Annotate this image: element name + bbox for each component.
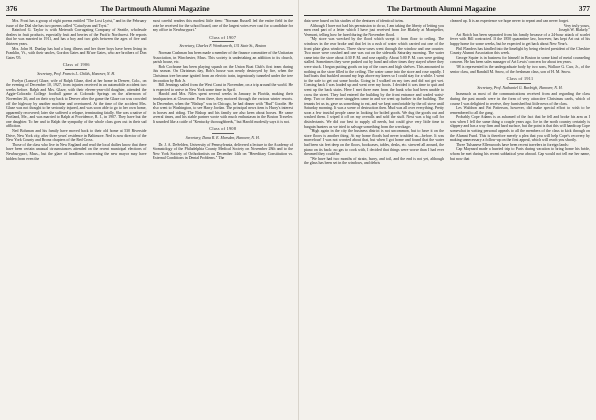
left-columns	[6, 19, 293, 419]
letter-closing: Very truly yours,	[563, 23, 590, 28]
paragraph: Norman Cushman has been made a member of the finance committee of the Unitarian Association, in Winchester, Mass. This society is undertaking an addition to its church, parish house, etc.	[152, 50, 293, 65]
heading-rule	[65, 69, 87, 70]
running-title: The Dartmouth Alumni Magazine	[386, 4, 496, 13]
paragraph: Dr. J. A. DeSelden, University of Pennsylvania, delivered a lecture to the Academy of Stomatology of the Philadelphia County Medical Society on November 28th and to the New York Society of Orthodontists on December 14th on "Hereditary Constitution vs. External Conditions in Dental Problems." The	[152, 142, 293, 161]
right-column-1	[304, 19, 444, 419]
class-secretary: Secretary, Charles F. Wordsworth, 131 State St., Boston	[179, 44, 267, 49]
paragraph: "High again in the city the business district is not uncommon, but to have it on the store floors is another thing. At my home floods had never troubled us—before. It was marvelous! I was not worried about that, but when I got home and found that the water had been six feet deep on the floors, bookcases, tables, desks, etc. strewed all around, the piano on its back: no gas to cook with, I decided that things were worse than I had ever dreamed they could be.	[304, 129, 444, 157]
heading-rule	[212, 133, 234, 134]
paragraph: Inasmuch as most of the communications received from and regarding the class during the past month were in the form of very attractive Christmas cards, which of course I was delighted to receive, they furnished but little news of the class.	[450, 92, 590, 106]
left-column-2	[153, 19, 294, 419]
page-number: 376	[6, 4, 18, 13]
paragraph: data were based on his studies of the dentures of identical twins.	[304, 19, 405, 23]
paragraph: "My store was wrecked by the flood which swept it from floor to ceiling. The windows in the rear broke and that let in a rush of water which carried out one of the front plate glass windows. Three show-cases went through the window and one counter. Two more were crushed and one was out on the sidewalk Saturday morning. The water came into the store about 4:30 P. M. and rose rapidly. About 5:00 P. M. cars were getting stalled. Sometimes they were pushed out by hand and other times they stayed where they were stuck. I began putting goods on top of the cases and high shelves. This amounted to nothing as the store filled to the ceiling. The water came into the store and rose rapidly. I had boats that buckled around my legs above my knees so I could stay for a while. I went to the safe to get out some books. Going in I walked on my toes and did not get wet. Coming back I was loaded up and went over my boots. I decided it was time to quit and went up the back stairs. Here I met three men from the bank who had been unable to cross the street. They had entered the building by the front entrance and waded waist-deep. Two or three more stragglers came in and we went up further in the building. The tenants let us in, gave us something to eat, and we kept comfortable by the oil stove until Saturday morning. It was a scene of destruction then. Mud was all over everything. Pretty soon a few trustful people came in looking for boiled goods. We dug the goods out and washed them. I wiped it off on my overalls and sold the stuff. Next was a big call for disinfectants. We did our best to supply all needs, but could give very little time to bargain hunters as we tried to salvage something from the wreckage.	[304, 37, 444, 129]
paragraph: Phil Flanders has kindled into the limelight by being elected president of the Cheshire County Alumni Association this week.	[450, 46, 590, 56]
paragraph: Bill Jennings sailed from the West Coast in November, on a trip around the world. He is expected to arrive in New York some time in April.	[152, 83, 293, 92]
paragraph: '08 is represented in the undergraduate body by two sons, Wallace G. Carr, Jr., of the senior class, and Randall M. Snow, of the freshman class, son of H. M. Snow.	[450, 64, 590, 74]
page-number: 377	[578, 4, 590, 13]
paragraph: Those of the class who live in New England and read the local dailies know that there have been certain unusual circumstances attended on the recent municipal elections of Newburyport, Mass., but the glare of headlines concerning the new mayor may have hidden from even the	[6, 142, 147, 161]
heading-rule	[509, 83, 531, 84]
paragraph: Bob Cochrane has been playing squash on the Union Boat Club's first team during this season. On Christmas day, Bob's house was nearly destroyed by fire, when the Christmas tree became ignited from an electric train, ingeniously tunneled under the tree decoration by Bob Jr.	[152, 64, 293, 83]
left-column-1	[6, 19, 147, 419]
paragraph: cleaned up. It is an experience we hope never to repeat and can never forget.	[450, 19, 569, 23]
paragraph: Rainford G. Taylor is with Meierath Corrugating Company of Seattle, wholesale dealers in fruit products, especially fruit and berries of the Pacific Northwest. He reports that he was married in 1911, and has a boy and two girls between the ages of five and thirteen years.	[6, 28, 147, 46]
paragraph: "We have had two months of strain, hurry, and toil, and the end is not yet, although the glass has been set in the windows, and debris	[304, 156, 444, 166]
paragraph: Ned Bolsman and his family have moved back to their old home at 530 Riverside Drive, New York city, after three years' residence in Baltimore. Ned is now director of the New York County and Bronx chapters of the Red Cross.	[6, 129, 147, 143]
paragraph: Art Rotch has been separated from his family because of a 24-hour attack of scarlet fever with Bill contracted. If the 1850 quarantine law, however, has kept Art out of his happy home for some weeks, but he expected to get back about New Year's.	[450, 32, 590, 46]
letter-signature: Joseph W. Blakely."	[558, 28, 590, 33]
right-page	[298, 0, 596, 420]
class-heading: Class of 1906	[62, 62, 90, 68]
heading-rule	[212, 41, 234, 42]
paragraph: Three Tulsanese Ellenwoods have been recent travelers in foreign lands:	[456, 142, 569, 147]
class-secretary: Secretary, Prof. Nathaniel G. Burleigh, Hanover, N. H.	[477, 85, 563, 90]
class-secretary: Secretary, Dana R. E. Marsden, Hanover, N. H.	[185, 136, 260, 141]
right-page-header	[304, 4, 590, 16]
paragraph: Mrs. John H. Dunlap has had a long illness and her three boys have been living in Franklin, Vt., with their uncles, Gordon Gates and Ri'are Gates, who are brothers of Don Gates '05.	[6, 46, 147, 60]
paragraph: Cap Maynard made a hurried trip to Paris during vacation to bring home his bride, whom he met during his recent sabbatical year abroad. Cap would not tell me her name, but now that	[450, 147, 590, 161]
class-heading: Class of 1907	[209, 34, 237, 40]
class-heading: Class of 1911	[506, 76, 534, 82]
right-column-2	[450, 19, 590, 419]
right-columns	[304, 19, 590, 419]
paragraph: Evelyn (Lasusv) Glaze, wife of Ralph Glaze, died at her home in Denver, Colo., on the evening of December 10, 1927, from injuries received in an automobile accident two weeks before. Ralph and Mrs. Glaze, with their eleven-year-old daughter, attended the Aggie-Colorado College football game at Colorado Springs on the afternoon of November 26, and on their way back to Denver after the game the Glaze car was crowded off the highway by another machine and overturned. At the time of the accident Mrs. Glaze was not thought to be seriously injured, and was soon able to go to her own home, apparently recovered; later she suffered a relapse, terminating fatally. She was a native of Portland, Me., and was married to Ralph at Providence, R. I., in 1907. They have but the one daughter. To her and to Ralph the sympathy of the whole class goes out in their sad affliction.	[6, 78, 147, 129]
paragraph: Harold and Mrs. Niles spent several weeks in January in Florida, making their headquarters at Clearwater. From there, they motored through the various winter resorts. In December, when the "Bishop" was in Chicago, he had dinner with "Bud" Goodie. He also went to Washington, to see Harry Jordan. The principal news item is Harry's interest in horses and riding. The Bishop and his family are also keen about horses. He came several times, and his stable partner wrote with much enthusiasm in the Boston Traveler. It sounded like a cattle of "Kentucky thoroughbreds," but Harold modestly says it is not.	[152, 92, 293, 124]
paragraph: George Squier is in business for himself in Boston in some kind of metal counseling concern. He has been sales manager of Art Lewis' concern for about ten years.	[450, 55, 590, 65]
paragraph: Although I have not had his permission to do so, I am taking the liberty of letting you men read part of a letter which I have just received from Joe Blakely at Montpelier, Vermont, telling how he fared during the November flood.	[304, 23, 444, 37]
class-heading: Class of 1908	[209, 126, 237, 132]
paragraph: Les Waldron and Pat Patterson, however, did make special effort to wish to be remembered to all the gang.	[450, 106, 590, 115]
paragraph: Probably Cope Adams is as ashamed of the fact that he fell and broke his arm as I was when I fell the same thing a couple years ago. Ice in the north country certainly is slippery and has a way firm and hard surface, but the point is that this will handicap Cope somewhat in writing personal appeals to all the members of the class to kick through on the Alumni Fund. This is therefore merely a plea that you will help Cope's recovery by making unnecessary a follow-up on the first appeal, which will reach you shortly.	[450, 115, 590, 143]
running-title: The Dartmouth Alumni Magazine	[100, 4, 210, 13]
left-page-header	[6, 4, 293, 16]
class-secretary: Secretary, Prof. Francis L. Childs, Hanover, N. H.	[37, 71, 116, 76]
paragraph: Mrs. Frost has a group of eight poems entitled "The Lost Lyrist," and in the February issue of the Dial she has two poems called "Cataclysm and Tryst."	[6, 19, 147, 28]
paragraph: most careful readers this modest little item: "Norman Russell led the entire field in the vote he received for the school board, one of the largest votes ever cast for a candidate for any office in Newburyport."	[152, 19, 293, 33]
